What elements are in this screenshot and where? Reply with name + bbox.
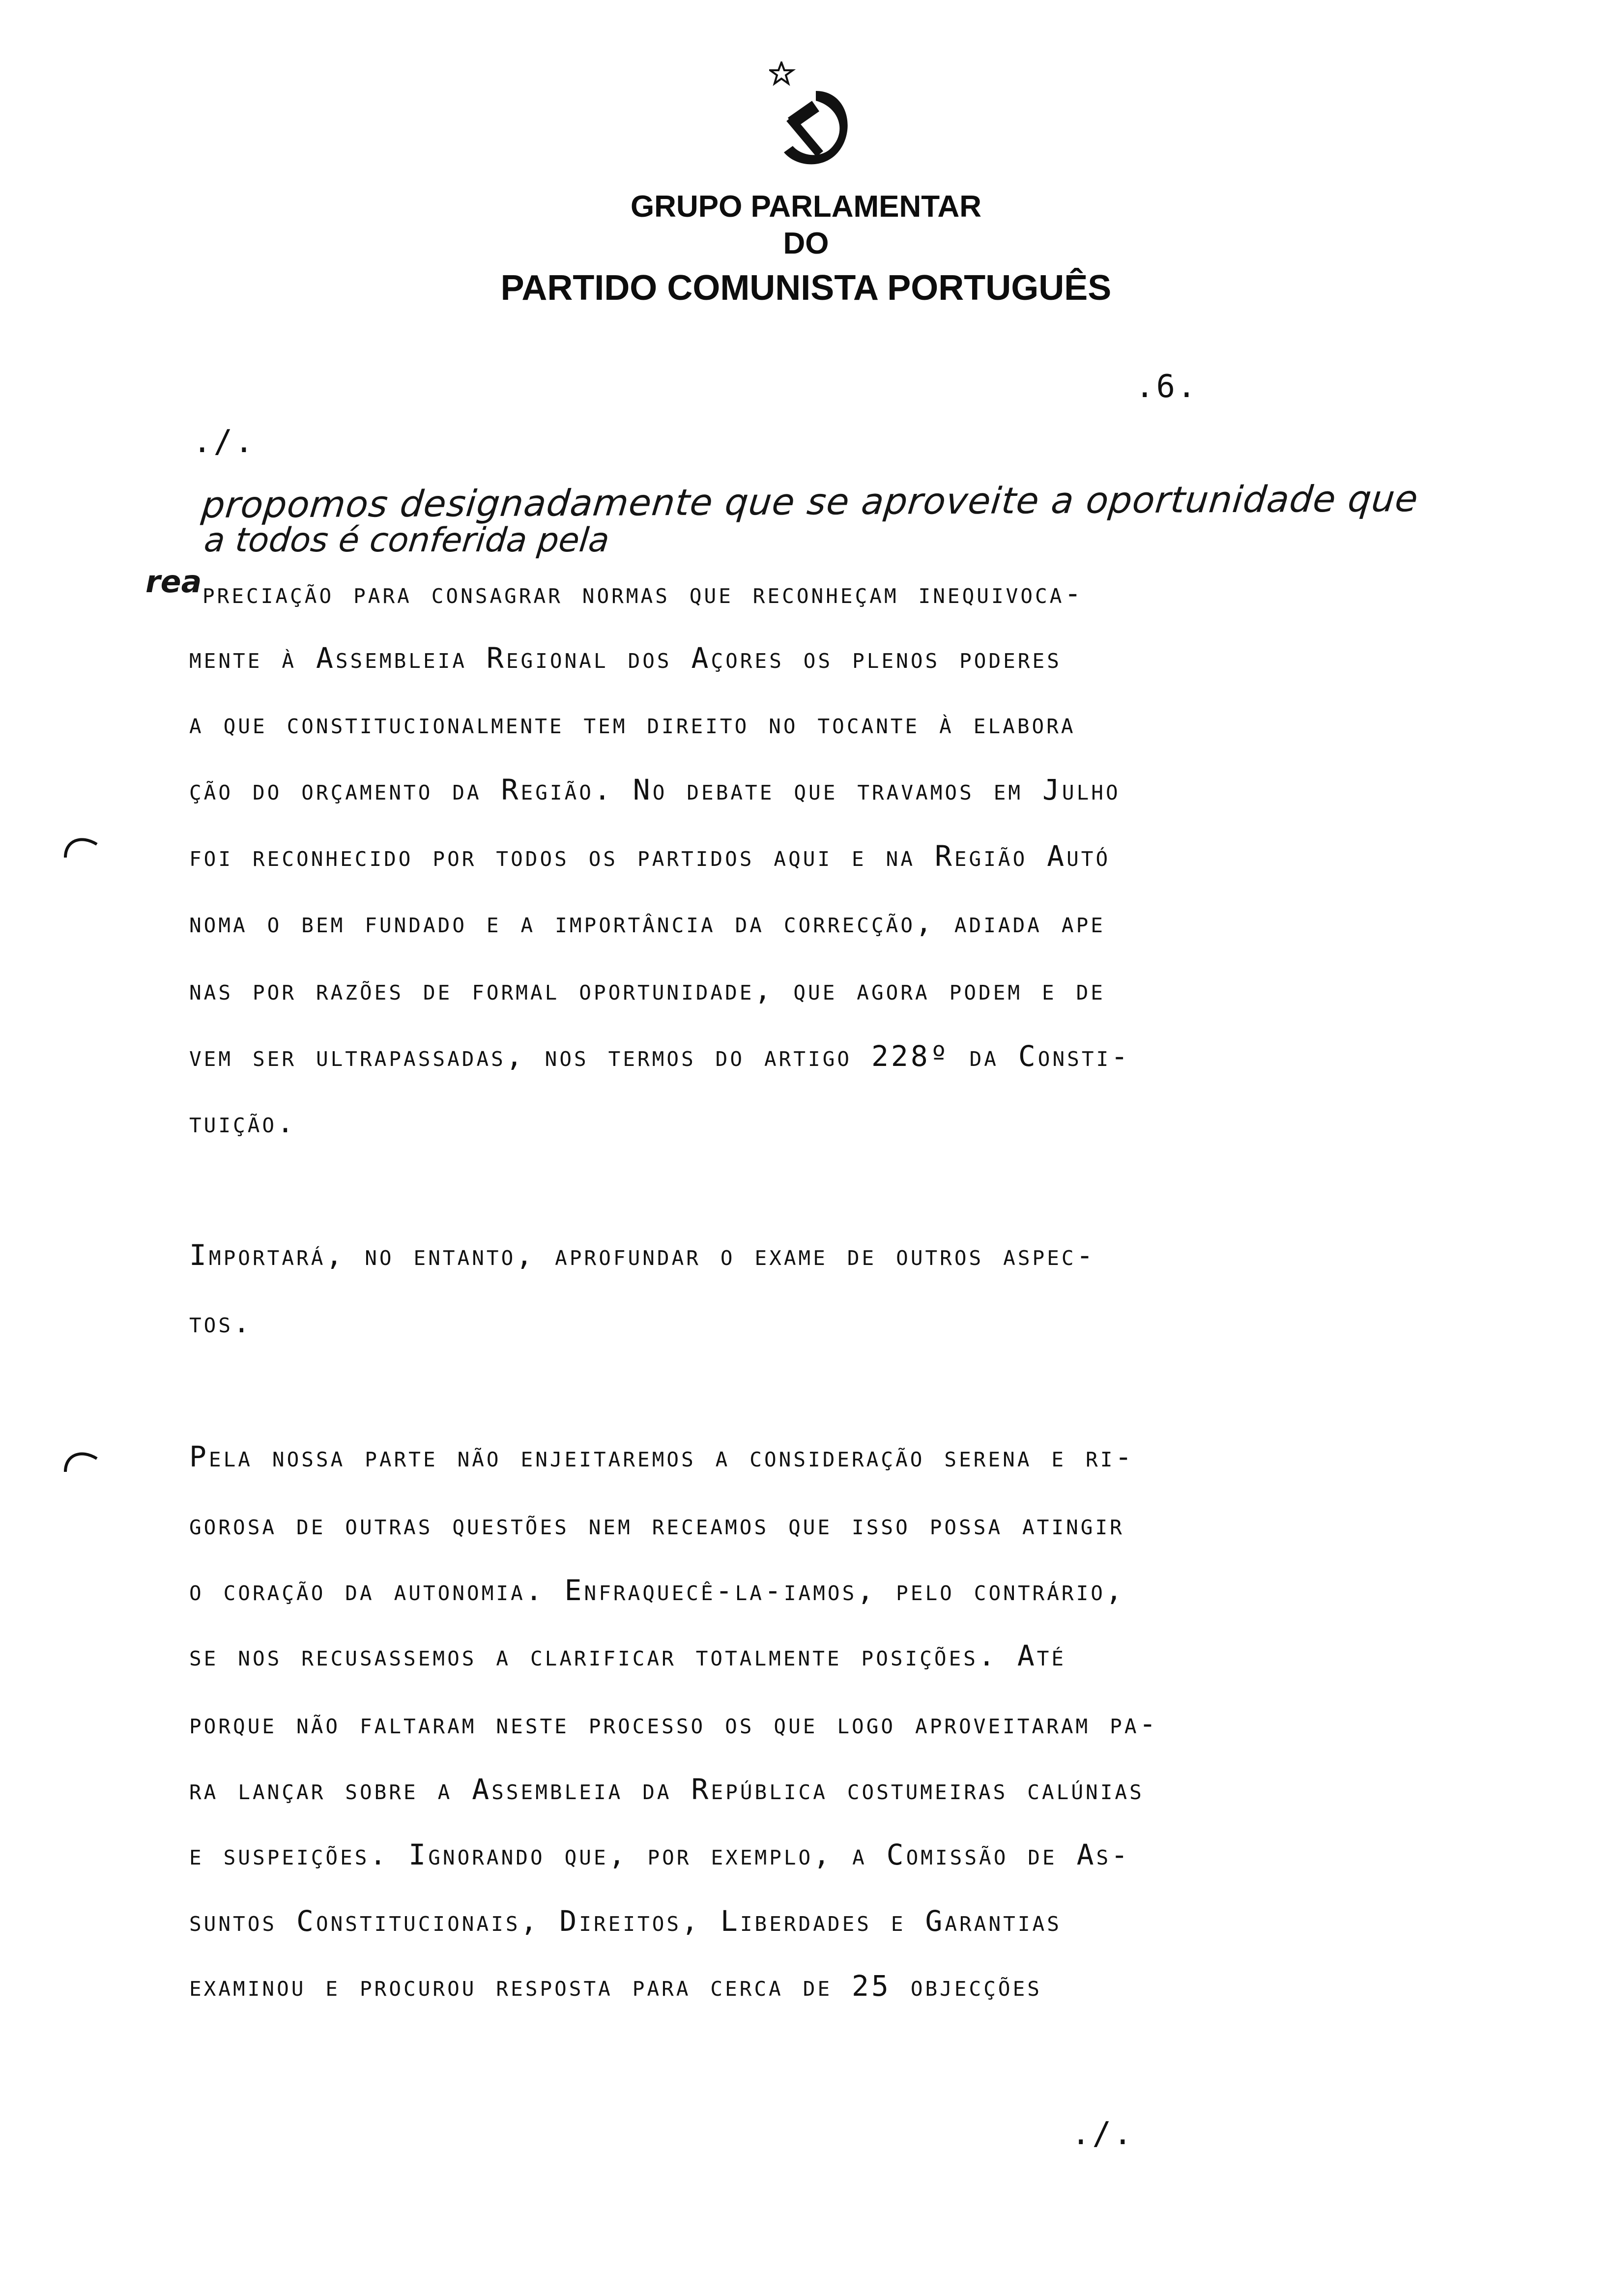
text-line: ção do orçamento da Região. No debate que travamos em Julho — [189, 773, 1121, 806]
text-line: gorosa de outras questões nem receamos que isso possa atingir — [189, 1508, 1124, 1541]
hammer-sickle-star-emblem — [769, 61, 863, 179]
handwritten-insertion-line-1: propomos designadamente que se aproveite a oportunidade que — [200, 478, 1420, 526]
margin-arc-mark — [61, 1445, 101, 1474]
header-connector: DO — [783, 227, 829, 260]
handwritten-prefix: rea — [145, 564, 202, 600]
text-line: examinou e procurou resposta para cerca de 25 objecções — [189, 1969, 1042, 2003]
text-line: a que constitucionalmente tem direito no tocante à elabora — [189, 707, 1076, 740]
text-line: nas por razões de formal oportunidade, que agora podem e de — [189, 973, 1105, 1006]
text-line: vem ser ultrapassadas, nos termos do artigo 228º da Consti- — [189, 1039, 1131, 1073]
text-line: se nos recusassemos a clarificar totalmente posições. Até — [189, 1639, 1066, 1672]
continuation-mark-bottom: ./. — [1071, 2116, 1134, 2152]
handwritten-insertion-line-2: a todos é conferida pela — [202, 521, 611, 560]
text-line: o coração da autonomia. Enfraquecê-la-iamos, pelo contrário, — [189, 1574, 1125, 1607]
text-line: tuição. — [189, 1106, 297, 1139]
text-line: foi reconhecido por todos os partidos aqui e na Região Autó — [189, 839, 1111, 873]
header-party-name: PARTIDO COMUNISTA PORTUGUÊS — [500, 268, 1112, 308]
margin-arc-mark — [61, 831, 101, 860]
text-line: ra lançar sobre a Assembleia da República costumeiras calúnias — [189, 1773, 1144, 1806]
text-line: noma o bem fundado e a importância da correcção, adiada ape — [189, 906, 1105, 939]
star-icon — [770, 62, 793, 84]
text-line: tos. — [189, 1306, 253, 1339]
text-line: Pela nossa parte não enjeitaremos a consideração serena e ri- — [189, 1440, 1135, 1473]
page-number: .6. — [1135, 369, 1198, 405]
text-line: Importará, no entanto, aprofundar o exame de outros aspec- — [189, 1238, 1096, 1272]
text-line: preciação para consagrar normas que reconheçam inequivoca- — [202, 576, 1084, 610]
text-line: suntos Constitucionais, Direitos, Liberdades e Garantias — [189, 1904, 1062, 1938]
continuation-mark-top: ./. — [193, 424, 256, 460]
text-line: mente à Assembleia Regional dos Açores os plenos poderes — [189, 641, 1062, 675]
header-group-title: GRUPO PARLAMENTAR — [630, 190, 982, 224]
text-line: porque não faltaram neste processo os que logo aproveitaram pa- — [189, 1707, 1159, 1740]
text-line: e suspeições. Ignorando que, por exemplo, a Comissão de As- — [189, 1838, 1131, 1871]
